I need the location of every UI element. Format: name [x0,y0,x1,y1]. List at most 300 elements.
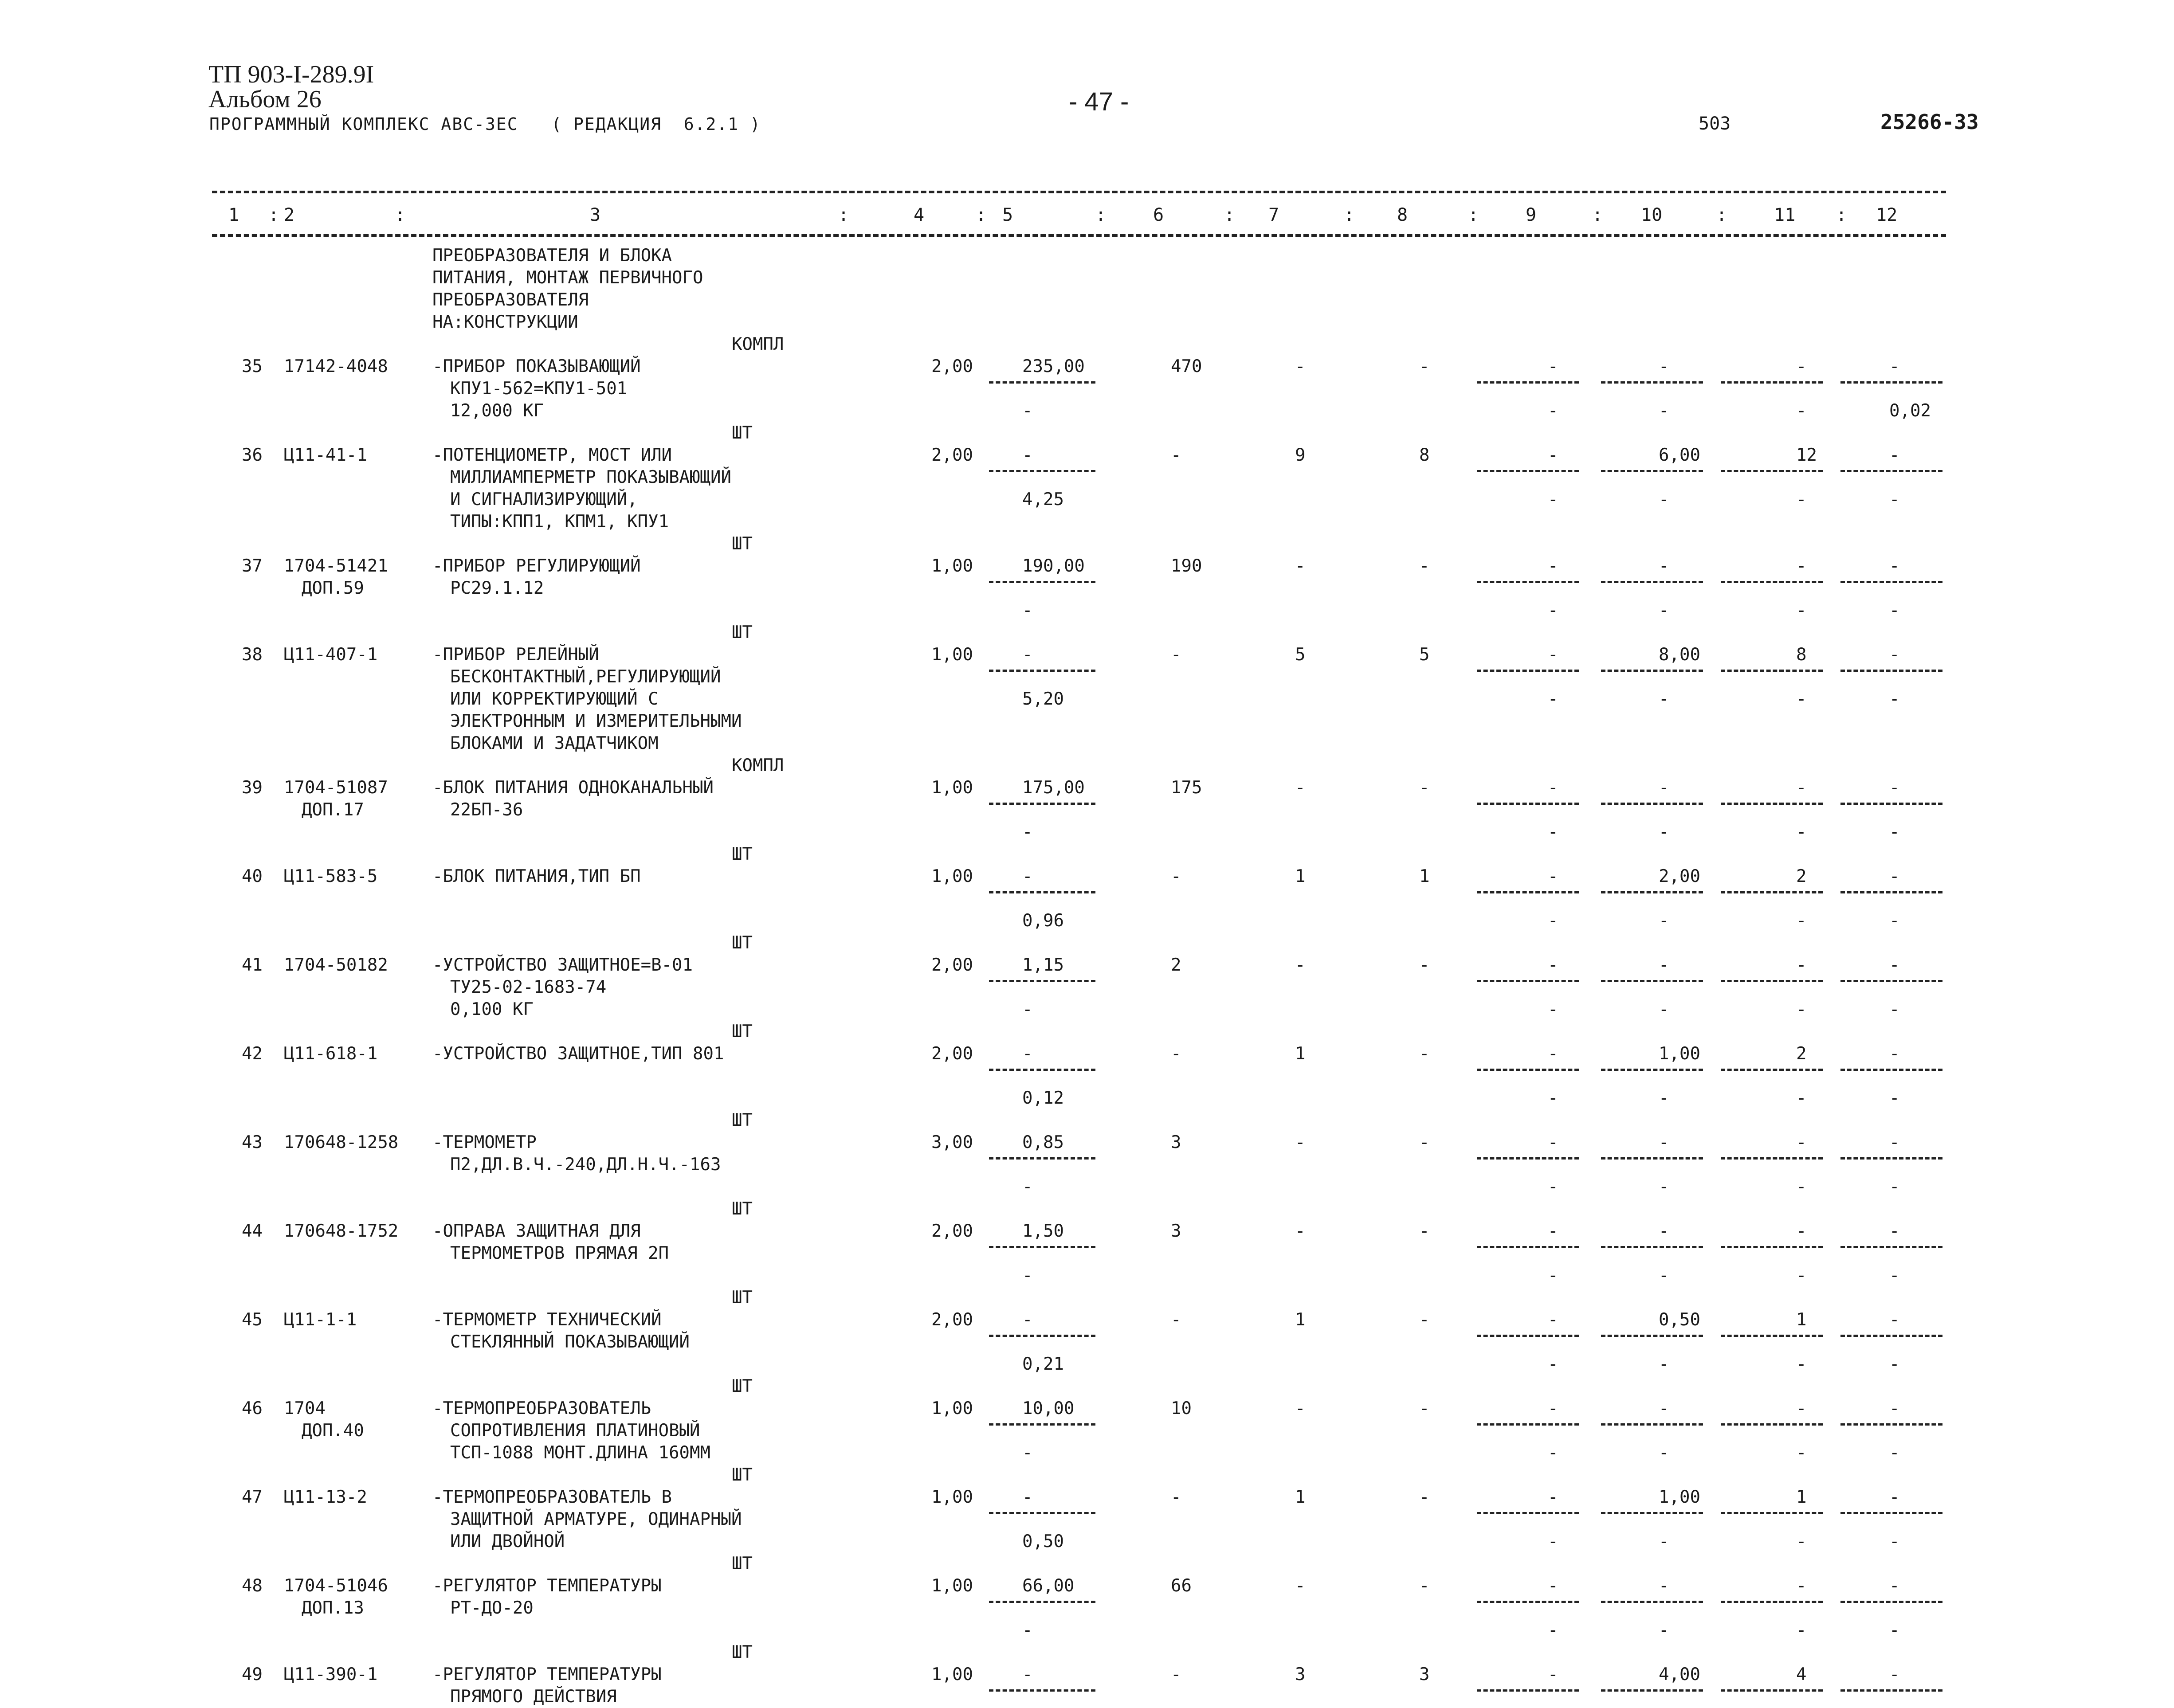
item-code: Ц11-13-2 [284,1487,367,1507]
item-c10-top: - [1659,1132,1669,1152]
item-unit: ШТ [732,844,753,864]
item-c9-top: - [1548,1665,1558,1684]
item-c8: - [1419,955,1430,975]
item-c12-bottom: - [1889,999,1900,1019]
column-header-rule [212,234,1946,237]
item-description: -БЛОК ПИТАНИЯ ОДНОКАНАЛЬНЫЙ [432,778,714,798]
item-c6: - [1171,1310,1181,1330]
item-c12-top: - [1889,356,1900,376]
column-number: 11 [1774,205,1796,225]
item-description: ЗАЩИТНОЙ АРМАТУРЕ, ОДИНАРНЫЙ [450,1509,742,1529]
item-quantity: 2,00 [931,955,973,975]
c5-divider [989,1335,1095,1337]
item-c5-top: 0,85 [1022,1132,1064,1152]
item-c9-top: - [1548,866,1558,886]
item-c12-bottom: - [1889,1088,1900,1108]
item-c10-top: - [1659,955,1669,975]
item-c9-bottom: - [1548,689,1558,709]
item-description: -ПОТЕНЦИОМЕТР, МОСТ ИЛИ [432,445,672,465]
item-c8: - [1419,1576,1430,1596]
item-c11-bottom: - [1796,1088,1807,1108]
c12-divider [1840,803,1942,805]
c10-divider [1601,1423,1703,1426]
item-code: ДОП.40 [302,1421,364,1441]
item-c10-bottom: - [1659,1532,1669,1551]
column-number: 12 [1876,205,1898,225]
c11-divider [1721,891,1823,893]
item-description: ИЛИ ДВОЙНОЙ [450,1532,565,1551]
item-quantity: 1,00 [931,1665,973,1684]
item-c6: 3 [1171,1221,1181,1241]
item-c9-bottom: - [1548,1443,1558,1463]
c10-divider [1601,581,1703,583]
item-c6: 10 [1171,1399,1192,1418]
item-code: Ц11-583-5 [284,866,378,886]
c9-divider [1477,1512,1579,1514]
item-quantity: 1,00 [931,778,973,798]
item-c12-top: - [1889,1399,1900,1418]
item-c6: - [1171,445,1181,465]
item-c9-bottom: - [1548,1177,1558,1197]
c5-divider [989,1689,1095,1692]
c5-divider [989,1157,1095,1160]
item-c9-bottom: - [1548,600,1558,620]
column-separator: : [395,205,406,225]
item-c5-top: 66,00 [1022,1576,1075,1596]
item-quantity: 1,00 [931,1487,973,1507]
doc-code: ТП 903-I-289.9I [208,61,374,88]
column-number: 9 [1526,205,1537,225]
c11-divider [1721,980,1823,982]
item-c12-bottom: - [1889,1532,1900,1551]
c5-divider [989,581,1095,583]
item-number: 41 [242,955,263,975]
c9-divider [1477,803,1579,805]
item-quantity: 1,00 [931,645,973,665]
item-c12-bottom: - [1889,1265,1900,1285]
c9-divider [1477,1246,1579,1248]
item-description: БЕСКОНТАКТНЫЙ,РЕГУЛИРУЮЩИЙ [450,667,721,687]
item-c9-bottom: - [1548,1265,1558,1285]
item-c9-top: - [1548,1487,1558,1507]
item-c7: - [1295,556,1306,576]
item-c10-top: 1,00 [1659,1044,1700,1064]
c9-divider [1477,1423,1579,1426]
column-number: 4 [914,205,925,225]
item-c9-top: - [1548,1221,1558,1241]
item-c12-bottom: - [1889,911,1900,931]
c12-divider [1840,381,1942,384]
c11-divider [1721,803,1823,805]
item-c10-bottom: - [1659,600,1669,620]
item-number: 44 [242,1221,263,1241]
item-c9-top: - [1548,955,1558,975]
item-number: 35 [242,356,263,376]
item-c8: 8 [1419,445,1430,465]
item-c7: - [1295,1399,1306,1418]
item-c11-top: - [1796,556,1807,576]
item-description: 22БП-36 [450,800,523,820]
c12-divider [1840,1246,1942,1248]
item-c8: - [1419,1399,1430,1418]
item-c5-bottom: 5,20 [1022,689,1064,709]
c9-divider [1477,891,1579,893]
item-code: Ц11-1-1 [284,1310,357,1330]
item-c10-bottom: - [1659,1443,1669,1463]
item-code: Ц11-41-1 [284,445,367,465]
item-c11-top: 4 [1796,1665,1807,1684]
item-description: -БЛОК ПИТАНИЯ,ТИП БП [432,866,641,886]
item-c5-top: 175,00 [1022,778,1085,798]
c11-divider [1721,470,1823,472]
item-number: 48 [242,1576,263,1596]
item-description: КПУ1-562=КПУ1-501 [450,379,628,399]
item-c8: - [1419,1132,1430,1152]
item-c9-bottom: - [1548,999,1558,1019]
item-description: ТУ25-02-1683-74 [450,977,607,997]
item-c5-bottom: 0,96 [1022,911,1064,931]
item-c7: 3 [1295,1665,1306,1684]
item-quantity: 2,00 [931,1221,973,1241]
item-c9-bottom: - [1548,1532,1558,1551]
c9-divider [1477,1069,1579,1071]
c11-divider [1721,1246,1823,1248]
column-separator: : [1836,205,1847,225]
item-c11-top: - [1796,955,1807,975]
item-c12-bottom: 0,02 [1889,401,1931,421]
item-c7: 1 [1295,1044,1306,1064]
c12-divider [1840,1335,1942,1337]
item-c5-bottom: - [1022,1265,1033,1285]
item-unit: ШТ [732,1376,753,1396]
column-separator: : [1468,205,1479,225]
item-unit: ШТ [732,1110,753,1130]
item-description: -ПРИБОР ПОКАЗЫВАЮЩИЙ [432,356,641,376]
item-c5-bottom: - [1022,600,1033,620]
item-description: -РЕГУЛЯТОР ТЕМПЕРАТУРЫ [432,1665,662,1684]
item-c12-top: - [1889,1310,1900,1330]
c5-divider [989,1069,1095,1071]
item-c5-top: - [1022,445,1033,465]
c12-divider [1840,1157,1942,1160]
item-code: Ц11-407-1 [284,645,378,665]
item-c11-bottom: - [1796,401,1807,421]
item-c12-bottom: - [1889,1177,1900,1197]
item-description: -ПРИБОР РЕЛЕЙНЫЙ [432,645,599,665]
item-c12-bottom: - [1889,689,1900,709]
item-c12-bottom: - [1889,822,1900,842]
c5-divider [989,670,1095,672]
item-code: ДОП.59 [302,578,364,598]
program-line: ПРОГРАММНЫЙ КОМПЛЕКС АВС-3ЕС ( РЕДАКЦИЯ 6.2.1 ) [209,114,761,134]
item-code: Ц11-618-1 [284,1044,378,1064]
column-number: 3 [590,205,601,225]
c12-divider [1840,1512,1942,1514]
c10-divider [1601,381,1703,384]
column-number: 6 [1153,205,1164,225]
item-unit: КОМПЛ [732,756,784,776]
continuation-unit: КОМПЛ [732,334,784,354]
item-c9-top: - [1548,1132,1558,1152]
item-c11-top: - [1796,1221,1807,1241]
c11-divider [1721,1512,1823,1514]
c9-divider [1477,1157,1579,1160]
table-top-rule [212,191,1946,193]
column-separator: : [976,205,987,225]
column-separator: : [1095,205,1107,225]
item-c9-top: - [1548,556,1558,576]
item-c11-top: 2 [1796,866,1807,886]
item-c5-top: - [1022,1044,1033,1064]
c11-divider [1721,1689,1823,1692]
item-description: ИЛИ КОРРЕКТИРУЮЩИЙ С [450,689,659,709]
c5-divider [989,470,1095,472]
item-code: ДОП.13 [302,1598,364,1618]
item-c12-top: - [1889,1221,1900,1241]
c12-divider [1840,1069,1942,1071]
continuation-line: ПИТАНИЯ, МОНТАЖ ПЕРВИЧНОГО [432,268,703,288]
item-description: ТИПЫ:КПП1, КПМ1, КПУ1 [450,512,669,532]
item-description: ТЕРМОМЕТРОВ ПРЯМАЯ 2П [450,1243,669,1263]
item-c11-bottom: - [1796,999,1807,1019]
item-c11-top: 8 [1796,645,1807,665]
item-c10-top: 2,00 [1659,866,1700,886]
item-description: -УСТРОЙСТВО ЗАЩИТНОЕ=В-01 [432,955,693,975]
c12-divider [1840,1423,1942,1426]
item-c11-bottom: - [1796,1620,1807,1640]
item-c9-bottom: - [1548,401,1558,421]
item-c8: 1 [1419,866,1430,886]
item-code: 1704-50182 [284,955,388,975]
item-c5-bottom: 4,25 [1022,490,1064,509]
item-number: 49 [242,1665,263,1684]
item-c6: - [1171,1044,1181,1064]
item-unit: ШТ [732,933,753,953]
item-c11-top: 12 [1796,445,1817,465]
c10-divider [1601,803,1703,805]
c10-divider [1601,980,1703,982]
item-code: Ц11-390-1 [284,1665,378,1684]
column-separator: : [838,205,849,225]
item-c10-bottom: - [1659,911,1669,931]
c12-divider [1840,1689,1942,1692]
c9-divider [1477,381,1579,384]
c11-divider [1721,1335,1823,1337]
item-c10-bottom: - [1659,689,1669,709]
item-number: 38 [242,645,263,665]
column-number: 2 [284,205,295,225]
item-c10-top: 0,50 [1659,1310,1700,1330]
column-number: 8 [1397,205,1408,225]
item-quantity: 2,00 [931,445,973,465]
c5-divider [989,803,1095,805]
item-c8: - [1419,1310,1430,1330]
item-c12-top: - [1889,1044,1900,1064]
c10-divider [1601,1512,1703,1514]
c10-divider [1601,1246,1703,1248]
c10-divider [1601,1601,1703,1603]
c10-divider [1601,670,1703,672]
item-c5-bottom: - [1022,1177,1033,1197]
item-description: -ТЕРМОПРЕОБРАЗОВАТЕЛЬ В [432,1487,672,1507]
item-c11-bottom: - [1796,1265,1807,1285]
item-description: РТ-ДО-20 [450,1598,534,1618]
item-c12-top: - [1889,1576,1900,1596]
c5-divider [989,891,1095,893]
page-number: - 47 - [1069,87,1129,116]
item-description: БЛОКАМИ И ЗАДАТЧИКОМ [450,733,659,753]
item-code: 170648-1752 [284,1221,399,1241]
item-c10-top: 4,00 [1659,1665,1700,1684]
item-c5-bottom: - [1022,1620,1033,1640]
c10-divider [1601,1069,1703,1071]
item-c10-bottom: - [1659,490,1669,509]
item-c6: 66 [1171,1576,1192,1596]
item-c9-bottom: - [1548,1620,1558,1640]
item-quantity: 2,00 [931,1310,973,1330]
item-c10-bottom: - [1659,1088,1669,1108]
item-c10-top: - [1659,778,1669,798]
item-c7: 1 [1295,866,1306,886]
item-unit: ШТ [732,534,753,554]
item-c10-bottom: - [1659,1620,1669,1640]
c11-divider [1721,1601,1823,1603]
item-c5-top: 1,15 [1022,955,1064,975]
item-c8: 3 [1419,1665,1430,1684]
item-number: 37 [242,556,263,576]
item-number: 43 [242,1132,263,1152]
c10-divider [1601,891,1703,893]
item-quantity: 1,00 [931,866,973,886]
item-c12-top: - [1889,866,1900,886]
code-503: 503 [1699,114,1731,134]
item-c7: 1 [1295,1487,1306,1507]
item-description: МИЛЛИАМПЕРМЕТР ПОКАЗЫВАЮЩИЙ [450,467,731,487]
item-c6: 175 [1171,778,1202,798]
c11-divider [1721,670,1823,672]
item-quantity: 3,00 [931,1132,973,1152]
item-c12-bottom: - [1889,1620,1900,1640]
item-c12-top: - [1889,1132,1900,1152]
item-c6: 470 [1171,356,1202,376]
item-c9-top: - [1548,1576,1558,1596]
item-number: 36 [242,445,263,465]
item-code: 17142-4048 [284,356,388,376]
item-c8: - [1419,1221,1430,1241]
c12-divider [1840,670,1942,672]
item-c9-top: - [1548,445,1558,465]
item-c8: - [1419,1487,1430,1507]
item-c5-top: 10,00 [1022,1399,1075,1418]
item-unit: ШТ [732,1554,753,1574]
continuation-line: ПРЕОБРАЗОВАТЕЛЯ [432,290,589,310]
c11-divider [1721,1157,1823,1160]
item-c11-bottom: - [1796,1443,1807,1463]
column-number: 7 [1268,205,1279,225]
item-c11-bottom: - [1796,822,1807,842]
item-c7: 5 [1295,645,1306,665]
item-c12-top: - [1889,445,1900,465]
item-c8: - [1419,1044,1430,1064]
item-description: -РЕГУЛЯТОР ТЕМПЕРАТУРЫ [432,1576,662,1596]
item-description: П2,ДЛ.В.Ч.-240,ДЛ.Н.Ч.-163 [450,1155,721,1175]
item-c11-bottom: - [1796,1532,1807,1551]
item-description: ЭЛЕКТРОННЫМ И ИЗМЕРИТЕЛЬНЫМИ [450,711,742,731]
item-c12-top: - [1889,645,1900,665]
item-c10-top: - [1659,556,1669,576]
c9-divider [1477,1335,1579,1337]
c11-divider [1721,581,1823,583]
item-c10-top: - [1659,1399,1669,1418]
item-description: 0,100 КГ [450,999,534,1019]
item-c10-top: 8,00 [1659,645,1700,665]
item-c5-top: - [1022,866,1033,886]
item-code: 1704-51087 [284,778,388,798]
item-description: -ТЕРМОПРЕОБРАЗОВАТЕЛЬ [432,1399,651,1418]
item-c10-bottom: - [1659,1177,1669,1197]
item-c11-top: - [1796,778,1807,798]
item-c10-bottom: - [1659,1354,1669,1374]
item-quantity: 2,00 [931,1044,973,1064]
c9-divider [1477,470,1579,472]
column-separator: : [1592,205,1603,225]
column-number: 10 [1641,205,1663,225]
item-code: 1704 [284,1399,326,1418]
c10-divider [1601,1335,1703,1337]
item-code: 170648-1258 [284,1132,399,1152]
item-c11-top: - [1796,1576,1807,1596]
item-c10-bottom: - [1659,1265,1669,1285]
item-c5-bottom: - [1022,1443,1033,1463]
c9-divider [1477,581,1579,583]
item-description: И СИГНАЛИЗИРУЮЩИЙ, [450,490,638,509]
c5-divider [989,1601,1095,1603]
item-c5-top: - [1022,1487,1033,1507]
item-c10-top: 6,00 [1659,445,1700,465]
item-c12-bottom: - [1889,1443,1900,1463]
item-c8: - [1419,556,1430,576]
item-c7: - [1295,778,1306,798]
item-quantity: 1,00 [931,1576,973,1596]
c11-divider [1721,1069,1823,1071]
c12-divider [1840,470,1942,472]
album-label: Альбом 26 [208,86,322,113]
c10-divider [1601,470,1703,472]
item-c12-top: - [1889,1487,1900,1507]
item-c9-top: - [1548,356,1558,376]
item-description: СТЕКЛЯННЫЙ ПОКАЗЫВАЮЩИЙ [450,1332,690,1352]
item-c9-top: - [1548,778,1558,798]
item-c11-top: - [1796,1132,1807,1152]
c11-divider [1721,1423,1823,1426]
item-description: -ПРИБОР РЕГУЛИРУЮЩИЙ [432,556,641,576]
item-c9-bottom: - [1548,490,1558,509]
item-unit: ШТ [732,1199,753,1219]
item-c6: 190 [1171,556,1202,576]
item-description: СОПРОТИВЛЕНИЯ ПЛАТИНОВЫЙ [450,1421,700,1441]
c10-divider [1601,1157,1703,1160]
item-c12-bottom: - [1889,490,1900,509]
column-number: 5 [1002,205,1013,225]
column-separator: : [1716,205,1727,225]
item-number: 45 [242,1310,263,1330]
item-c11-bottom: - [1796,689,1807,709]
item-c5-top: - [1022,1310,1033,1330]
c5-divider [989,980,1095,982]
item-unit: ШТ [732,623,753,642]
item-c8: - [1419,778,1430,798]
item-c11-bottom: - [1796,911,1807,931]
